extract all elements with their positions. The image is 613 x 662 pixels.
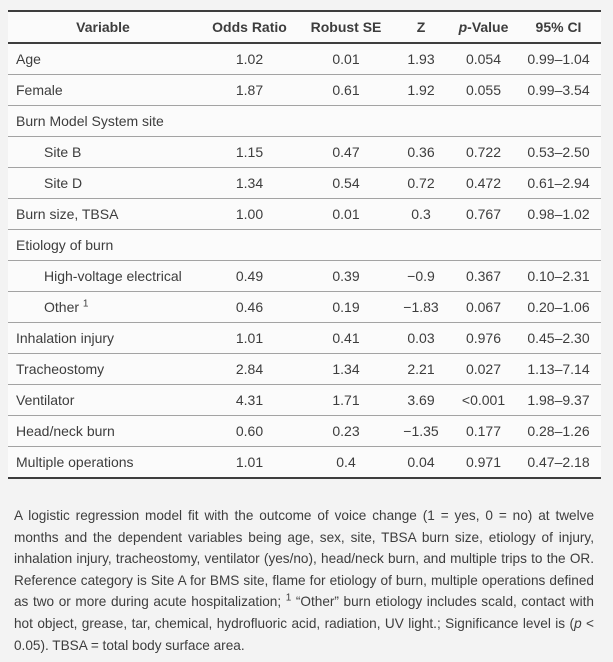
column-header [391,11,451,43]
variable-label: High-voltage electrical [44,268,182,284]
value-cell: 1.87 [198,75,301,106]
column-header-label: Robust SE [310,19,382,35]
table-row [8,447,601,479]
value-cell: 2.21 [391,354,451,385]
column-header [451,11,516,43]
variable-cell [8,137,198,168]
value-cell: 0.53–2.50 [516,137,601,168]
value-cell: 1.34 [301,354,391,385]
value-cell: 0.10–2.31 [516,261,601,292]
value-cell: 1.01 [198,447,301,479]
column-header-label: 95% CI [535,19,582,35]
value-cell: 0.39 [301,261,391,292]
column-header-label: Z [416,19,426,35]
column-header [516,11,601,43]
value-cell: 2.84 [198,354,301,385]
column-header-label: Odds Ratio [212,19,287,35]
value-cell: 0.01 [332,51,360,67]
footnote-text: A logistic regression model fit with the outcome of voice change (1 = yes, 0 = no) at twelve months and the dependent variables being age, sex, site, TBSA burn size, etiology of injury, inhalation injury, tracheostomy, ventilator (yes/no), head/neck burn, and multiple trips to the OR. Reference category is Site A for BMS site, flame for etiology of burn, multiple operations defined as two or more during acute hospitalization; [14,508,594,610]
value-cell: 0.98–1.02 [516,199,601,230]
value-cell: 0.45–2.30 [516,323,601,354]
table-row [8,43,601,75]
value-cell: 0.027 [451,354,516,385]
value-cell: 0.367 [451,261,516,292]
footnote-text: “Other” burn etiology includes scald, contact with hot object, grease, tar, chemical, hydrofluoric acid, radiation, UV light.; Significance level is ( [14,594,594,631]
variable-label: Site D [44,175,83,191]
table-row [8,137,601,168]
value-cell: 0.47 [301,137,391,168]
value-cell: 1.01 [198,323,301,354]
value-cell: 0.01 [301,199,391,230]
value-cell: 1.93 [407,51,435,67]
value-cell: 0.722 [451,137,516,168]
variable-label: Burn size, TBSA [16,206,119,222]
variable-label: Female [16,82,63,98]
variable-cell [8,292,198,323]
value-cell: 1.13–7.14 [516,354,601,385]
column-header [301,11,391,43]
footnote-italic-p: p [574,615,582,631]
value-cell: −0.9 [391,261,451,292]
value-cell: 4.31 [198,385,301,416]
value-cell: 1.02 [235,51,264,67]
table-row [8,323,601,354]
value-cell: −1.35 [391,416,451,447]
value-cell: 0.46 [198,292,301,323]
table-footnote [14,505,594,656]
value-cell: 0.47–2.18 [516,447,601,479]
group-row [8,106,601,137]
column-header [198,11,301,43]
value-cell: 0.20–1.06 [516,292,601,323]
value-cell: −1.83 [391,292,451,323]
variable-label: Age [16,51,41,67]
value-cell: 0.054 [465,51,502,67]
value-cell: 1.00 [198,199,301,230]
value-cell: <0.001 [451,385,516,416]
value-cell: 0.04 [391,447,451,479]
value-cell: 0.99–3.54 [516,75,601,106]
value-cell: 0.4 [301,447,391,479]
value-cell: 0.99–1.04 [527,51,590,67]
variable-cell [8,447,198,479]
variable-label: Inhalation injury [16,330,115,346]
value-cell: 1.71 [301,385,391,416]
group-header-cell: Burn Model System site [8,106,601,137]
value-cell: 0.72 [391,168,451,199]
value-cell: 0.36 [391,137,451,168]
table-row [8,292,601,323]
value-cell: 0.28–1.26 [516,416,601,447]
footnote-superscript: 1 [285,592,292,604]
table-row [8,261,601,292]
column-header-label: -Value [467,19,509,35]
value-cell: 0.49 [198,261,301,292]
value-cell: 0.067 [451,292,516,323]
value-cell: 0.3 [391,199,451,230]
value-cell: 0.61–2.94 [516,168,601,199]
value-cell: 0.767 [451,199,516,230]
value-cell: 3.69 [391,385,451,416]
column-header-label: Variable [76,19,130,35]
value-cell: 0.177 [451,416,516,447]
header-row [8,11,601,43]
variable-cell [8,416,198,447]
column-header [8,11,198,43]
value-cell: 0.472 [451,168,516,199]
value-cell: 0.976 [451,323,516,354]
value-cell: 1.15 [198,137,301,168]
value-cell: 0.03 [391,323,451,354]
footnote-text: < 0.05). TBSA = total body surface area. [14,615,594,653]
value-cell: 0.60 [198,416,301,447]
value-cell: 0.61 [301,75,391,106]
column-header-italic-prefix: p [458,19,468,35]
value-cell: 0.19 [301,292,391,323]
table-row [8,385,601,416]
variable-label: Multiple operations [16,454,134,470]
regression-table [8,10,601,479]
table-row [8,199,601,230]
variable-cell [8,43,198,75]
table-row [8,416,601,447]
table-row [8,75,601,106]
variable-cell [8,261,198,292]
variable-label: Site B [44,144,82,160]
variable-cell [8,75,198,106]
variable-superscript: 1 [82,298,89,310]
value-cell: 1.98–9.37 [516,385,601,416]
variable-cell [8,323,198,354]
variable-cell [8,354,198,385]
value-cell: 1.34 [198,168,301,199]
value-cell: 1.92 [391,75,451,106]
variable-cell [8,199,198,230]
value-cell: 0.23 [301,416,391,447]
value-cell: 0.41 [301,323,391,354]
variable-cell [8,385,198,416]
value-cell: 0.54 [301,168,391,199]
value-cell: 0.971 [451,447,516,479]
group-header-cell: Etiology of burn [8,230,601,261]
value-cell: 0.055 [451,75,516,106]
variable-label: Other [44,299,80,315]
variable-label: Tracheostomy [16,361,105,377]
group-row [8,230,601,261]
variable-label: Head/neck burn [16,423,115,439]
table-row [8,354,601,385]
variable-cell [8,168,198,199]
variable-label: Ventilator [16,392,75,408]
table-row [8,168,601,199]
